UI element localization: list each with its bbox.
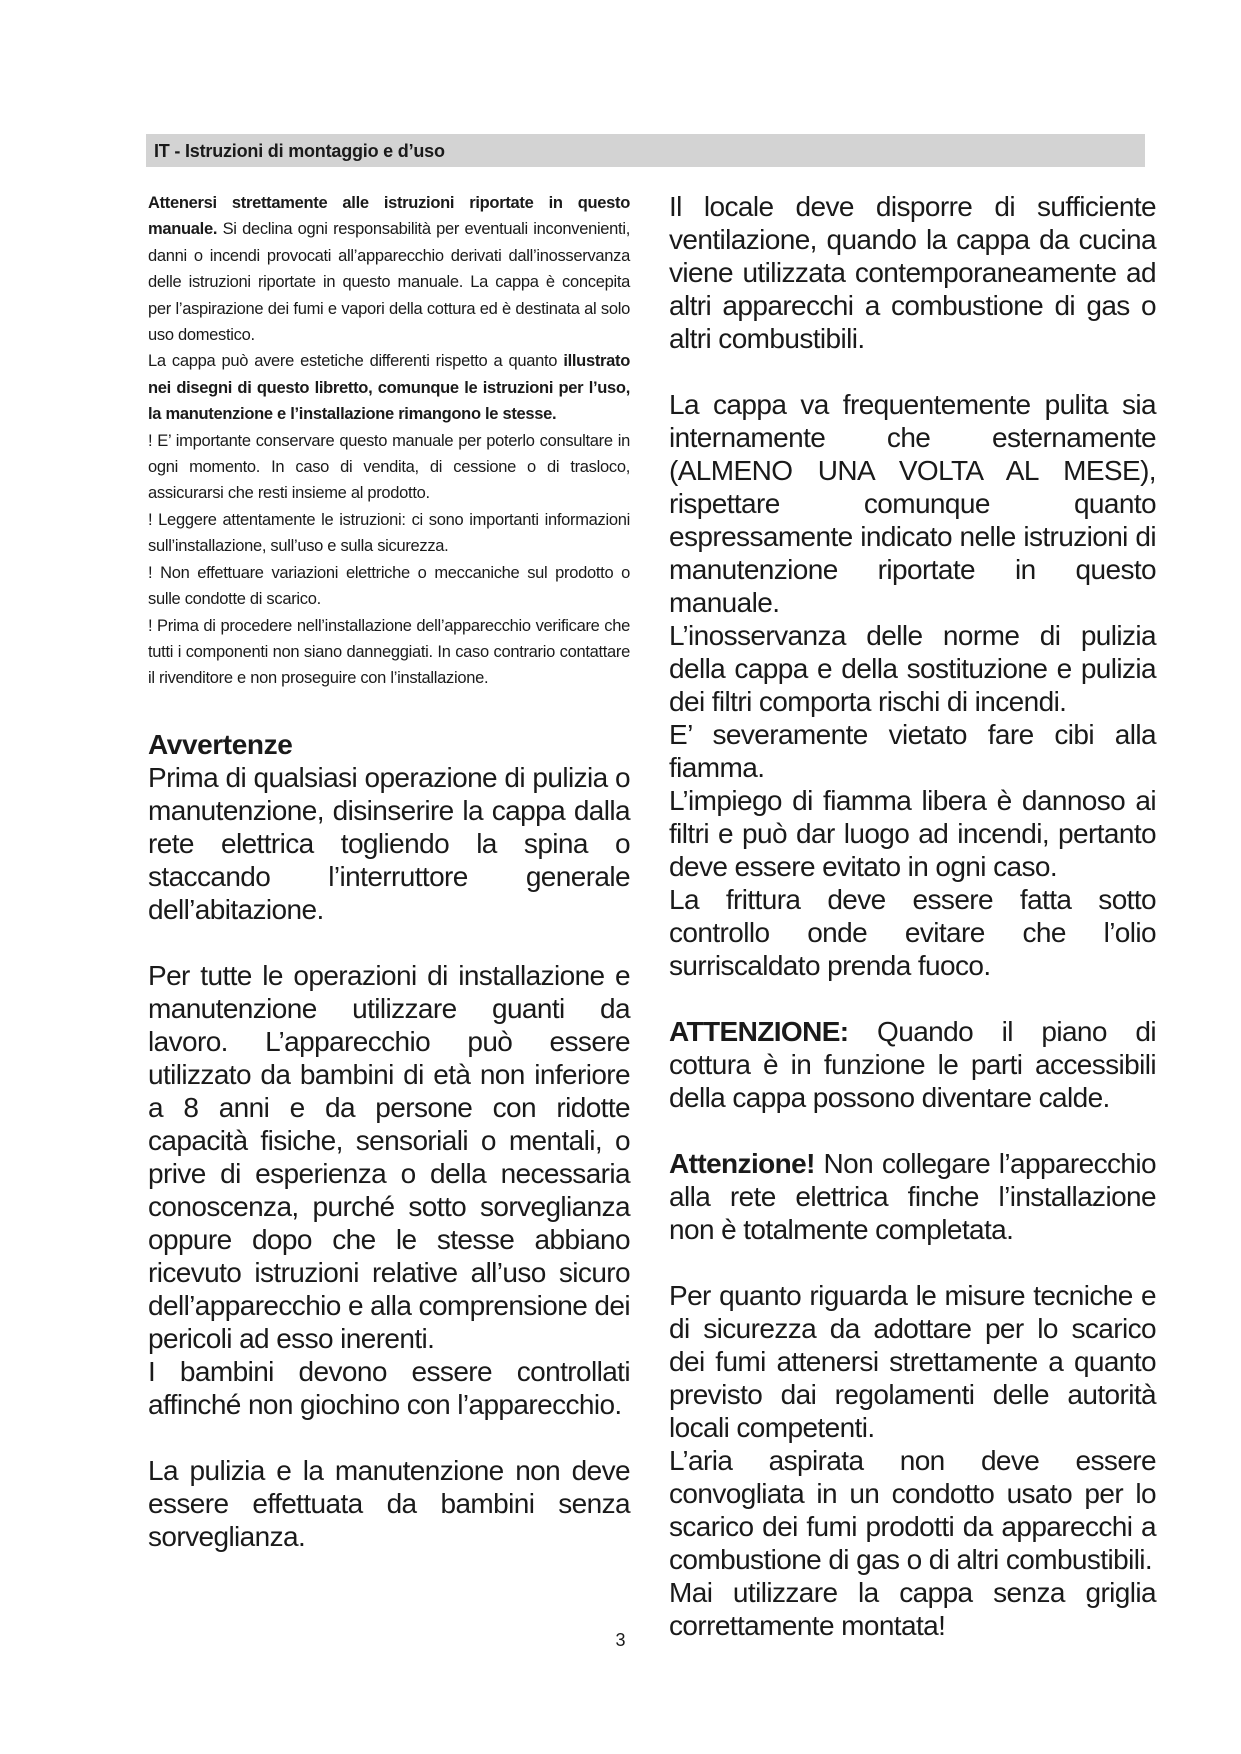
warnings-paragraph-4: La pulizia e la manutenzione non deve essere effettuata da bambini senza sorveglianza. bbox=[148, 1454, 630, 1552]
grid-paragraph: Mai utilizzare la cappa senza griglia correttamente montata! bbox=[669, 1577, 1156, 1641]
intro-bold-lead: Attenersi strettamente alle istruzioni riportate in questo manuale. bbox=[148, 194, 630, 239]
warnings-paragraph-1: Prima di qualsiasi operazione di pulizia o manutenzione, disinserire la cappa dalla rete elettrica togliendo la spina o staccando l’interruttore generale dell’abitazione. bbox=[148, 761, 630, 925]
note-3: ! Non effettuare variazioni elettriche o meccaniche sul prodotto o sulle condotte di scarico. bbox=[148, 563, 630, 609]
attention-2-text: Non collegare l’apparecchio alla rete elettrica finche l’installazione non è totalmente completata. bbox=[669, 1148, 1156, 1245]
attention-2-paragraph bbox=[669, 1147, 1156, 1246]
right-text-block bbox=[669, 190, 1156, 1642]
right-column bbox=[669, 190, 1156, 1642]
regulations-paragraph: Per quanto riguarda le misure tecniche e di sicurezza da adottare per lo scarico dei fumi attenersi strettamente a quanto previsto dai regolamenti delle autorità locali competenti. bbox=[669, 1280, 1156, 1443]
note-1: ! E’ importante conservare questo manuale per poterlo consultare in ogni momento. In caso di vendita, di cessione o di trasloco, assicurarsi che resti insieme al prodotto. bbox=[148, 431, 630, 503]
intro-bold-2: illustrato nei disegni di questo libretto, comunque le istruzioni per l’uso, la manutenzione e l’installazione rimangono le stesse. bbox=[148, 352, 630, 424]
flame-paragraph: E’ severamente vietato fare cibi alla fiamma. bbox=[669, 719, 1156, 783]
note-4: ! Prima di procedere nell’installazione dell’apparecchio verificare che tutti i componenti non siano danneggiati. In caso contrario contattare il rivenditore e non proseguire con l’installazione. bbox=[148, 616, 630, 688]
intro-block bbox=[148, 190, 630, 692]
fire-risk-paragraph: L’inosservanza delle norme di pulizia della cappa e della sostituzione e pulizia dei filtri comporta rischi di incendi. bbox=[669, 620, 1156, 717]
warnings-title: Avvertenze bbox=[148, 728, 293, 760]
warnings-block bbox=[148, 728, 630, 1553]
attention-2-label: Attenzione! bbox=[669, 1148, 815, 1179]
warnings-paragraph-3: I bambini devono essere controllati affinché non giochino con l’apparecchio. bbox=[148, 1355, 630, 1420]
exhaust-paragraph: L’aria aspirata non deve essere convogliata in un condotto usato per lo scarico dei fumi prodotti da apparecchi a combustione di gas o di altri combustibili. bbox=[669, 1445, 1156, 1575]
attention-paragraph bbox=[669, 1015, 1156, 1114]
intro-text: Si declina ogni responsabilità per eventuali inconvenienti, danni o incendi provocati all’apparecchio derivati dall’inosservanza delle istruzioni riportate in questo manuale. La cappa è concepita per l’aspirazione dei fumi e vapori della cottura ed è destinata al solo uso domestico. bbox=[148, 220, 630, 345]
intro-text-2: La cappa può avere estetiche differenti rispetto a quanto bbox=[148, 352, 564, 371]
left-column bbox=[148, 190, 630, 1553]
section-title: IT - Istruzioni di montaggio e d’uso bbox=[154, 141, 445, 161]
attention-label: ATTENZIONE: bbox=[669, 1016, 849, 1047]
frying-paragraph: La frittura deve essere fatta sotto controllo onde evitare che l’olio surriscaldato prenda fuoco. bbox=[669, 884, 1156, 981]
ventilation-paragraph: Il locale deve disporre di sufficiente ventilazione, quando la cappa da cucina viene utilizzata contemporaneamente ad altri apparecchi a combustione di gas o altri combustibili. bbox=[669, 191, 1156, 354]
page-number: 3 bbox=[615, 1630, 626, 1650]
section-header bbox=[146, 134, 1145, 167]
intro-paragraph bbox=[148, 190, 630, 348]
attention-text: Quando il piano di cottura è in funzione le parti accessibili della cappa possono diventare calde. bbox=[669, 1016, 1156, 1113]
open-flame-paragraph: L’impiego di fiamma libera è dannoso ai filtri e può dar luogo ad incendi, pertanto deve essere evitato in ogni caso. bbox=[669, 785, 1156, 882]
intro-paragraph-2 bbox=[148, 348, 630, 427]
warnings-paragraph-2: Per tutte le operazioni di installazione e manutenzione utilizzare guanti da lavoro. L’apparecchio può essere utilizzato da bambini di età non inferiore a 8 anni e da persone con ridotte capacità fisiche, sensoriali o mentali, o prive di esperienza o della necessaria conoscenza, purché sotto sorveglianza oppure dopo che le stesse abbiano ricevuto istruzioni relative all’uso sicuro dell’apparecchio e alla comprensione dei pericoli ad esso inerenti. bbox=[148, 959, 630, 1354]
note-2: ! Leggere attentamente le istruzioni: ci sono importanti informazioni sull’installazione, sull’uso e sulla sicurezza. bbox=[148, 510, 630, 556]
cleaning-paragraph: La cappa va frequentemente pulita sia internamente che esternamente (ALMENO UNA VOLTA AL MESE), rispettare comunque quanto espressamente indicato nelle istruzioni di manutenzione riportate in questo manuale. bbox=[669, 389, 1156, 618]
